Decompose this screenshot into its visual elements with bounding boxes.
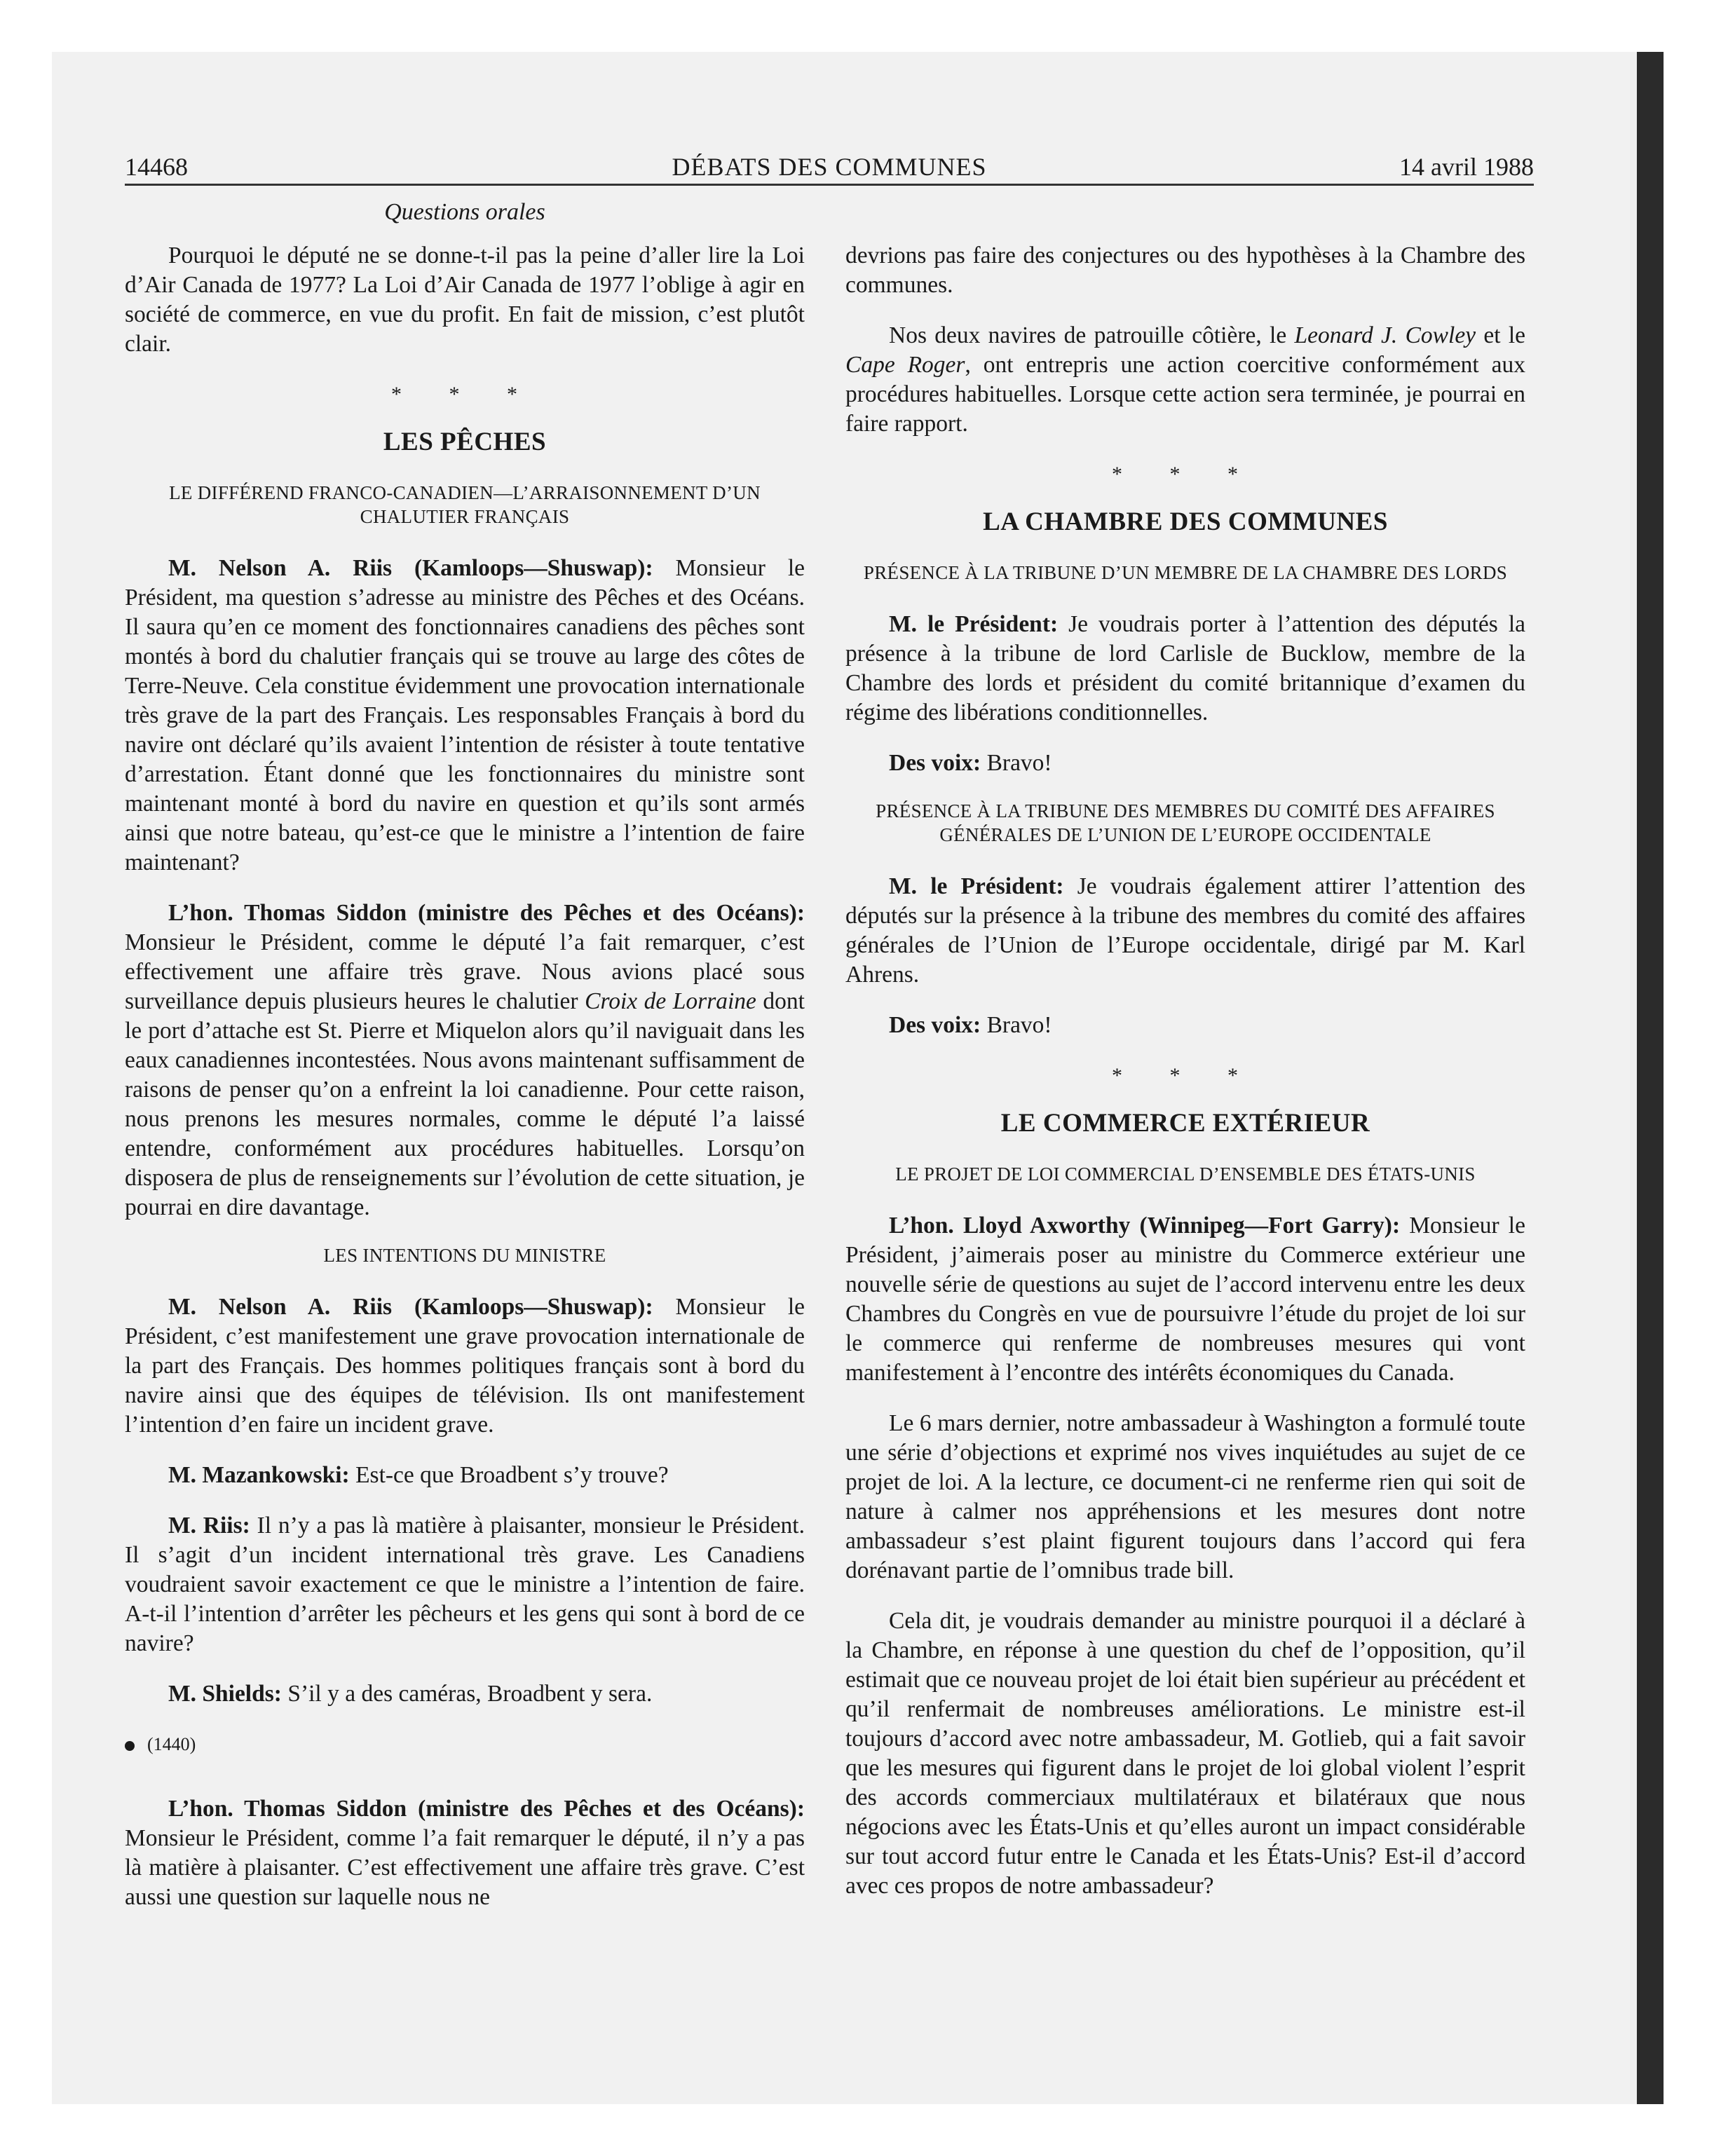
page-header [125, 149, 1534, 186]
speech-text: Bravo! [986, 1012, 1052, 1038]
paragraph: devrions pas faire des conjectures ou des hypothèses à la Chambre des communes. [845, 243, 1525, 298]
speaker-name: Des voix: [889, 750, 981, 776]
left-column [125, 241, 805, 1933]
speech [125, 554, 805, 878]
paragraph: Pourquoi le député ne se donne-t-il pas la peine d’aller lire la Loi d’Air Canada de 1977? La Loi d’Air Canada de 1977 l’oblige à agir en société de commerce, en vue du profit. En fait de mission, c’est plutôt clair. [125, 243, 805, 357]
paragraph: Cela dit, je voudrais demander au ministre pourquoi il a déclaré à la Chambre, en réponse à une question du chef de l’opposition, qu’il estimait que ce nouveau projet de loi était bien supérieur au précédent et qu’il renfermait de nombreuses améliorations. Le ministre est-il toujours d’accord avec notre ambassadeur, M. Gotlieb, qui a fait savoir que les mesures qui figurent dans le projet de loi global violent l’esprit des accords commerciaux multilatéraux et bilatéraux que nous négocions avec les États-Unis et qu’elles auront un impact considérable sur tout accord futur entre le Canada et les États-Unis? Est-il d’accord avec ces propos de notre ambassadeur? [845, 1608, 1525, 1899]
speech-text: dont le port d’attache est St. Pierre et Miquelon alors qu’il naviguait dans les eaux canadiennes incontestées. Nous avons maintenant suffisamment de raisons de penser qu’on a enfreint la loi canadienne. Pour cette raison, nous prenons les mesures normales, comme le député l’a laissé entendre, conformément aux procédures habituelles. Lorsqu’on disposera de plus de renseignements sur l’évolution de cette situation, je pourrai en dire davantage. [125, 988, 805, 1220]
speaker-name: L’hon. Thomas Siddon (ministre des Pêches et des Océans): [168, 900, 805, 926]
speech [125, 1292, 805, 1440]
time-marker-text: (1440) [147, 1734, 196, 1754]
speech [125, 1511, 805, 1658]
ship-name: Leonard J. Cowley [1294, 322, 1476, 348]
paragraph [845, 321, 1525, 439]
running-title: Questions orales [384, 199, 545, 225]
speech-text: Monsieur le Président, j’aimerais poser au ministre du Commerce extérieur une nouvelle série de questions au sujet de l’accord intervenu entre les deux Chambres du Congrès en vue de poursuivre l’étude du projet de loi sur le commerce qui renferme de nombreuses mesures qui vont manifestement à l’encontre des intérêts économiques du Canada. [845, 1213, 1525, 1386]
speaker-name: L’hon. Lloyd Axworthy (Winnipeg—Fort Garry): [889, 1213, 1401, 1239]
subsection-title: LES INTENTIONS DU MINISTRE [323, 1245, 606, 1266]
bullet-icon [125, 1741, 135, 1751]
section-title: LE COMMERCE EXTÉRIEUR [1000, 1109, 1370, 1138]
subsection-title: PRÉSENCE À LA TRIBUNE DES MEMBRES DU COMITÉ DES AFFAIRES GÉNÉRALES DE L’UNION DE L’EUROPE OCCIDENTALE [876, 800, 1495, 845]
section-title: LES PÊCHES [383, 428, 547, 456]
speech-text: Monsieur le Président, c’est manifestement une grave provocation internationale de la part des Français. Des hommes politiques français sont à bord du navire ainsi que des équipes de télévision. Ils ont manifestement l’intention d’en faire un incident grave. [125, 1294, 805, 1438]
speech-text: Monsieur le Président, comme le député l’a fait remarquer, c’est effectivement une affaire très grave. Nous avions placé sous surveillance depuis plusieurs heures le chalutier [125, 929, 805, 1014]
ship-name: Croix de Lorraine [585, 988, 756, 1014]
time-marker [125, 1730, 805, 1759]
speech [125, 1679, 805, 1709]
publication-title: DÉBATS DES COMMUNES [672, 153, 987, 181]
speaker-name: M. Mazankowski: [168, 1462, 350, 1488]
speech [845, 1211, 1525, 1388]
speech [845, 1011, 1525, 1040]
speech [845, 610, 1525, 728]
speech-text: Je voudrais également attirer l’attention des députés sur la présence à la tribune des membres du comité des affaires générales de l’Union de l’Europe occidentale, dirigé par M. Karl Ahrens. [845, 873, 1525, 988]
speech-text: Monsieur le Président, comme l’a fait remarquer le député, il n’y a pas là matière à plaisanter. C’est effectivement une affaire très grave. C’est aussi une question sur laquelle nous ne [125, 1825, 805, 1910]
subsection-title: LE DIFFÉREND FRANCO-CANADIEN—L’ARRAISONNEMENT D’UN CHALUTIER FRANÇAIS [169, 482, 761, 527]
speech [125, 1461, 805, 1490]
speaker-name: M. le Président: [889, 873, 1064, 899]
page-number: 14468 [125, 153, 188, 181]
speaker-name: M. le Président: [889, 611, 1059, 637]
speech [125, 1794, 805, 1912]
page-date: 14 avril 1988 [1399, 153, 1534, 181]
speech-text: Bravo! [986, 750, 1052, 776]
subsection-title: PRÉSENCE À LA TRIBUNE D’UN MEMBRE DE LA CHAMBRE DES LORDS [863, 562, 1508, 583]
speech-text: , ont entrepris une action coercitive conformément aux procédures habituelles. Lorsque cette action sera terminée, je pourrai en faire rapport. [845, 352, 1525, 437]
speaker-name: M. Nelson A. Riis (Kamloops—Shuswap): [168, 1294, 653, 1320]
speech-text: Monsieur le Président, ma question s’adresse au ministre des Pêches et des Océans. Il saura qu’en ce moment des fonctionnaires canadiens des pêches sont montés à bord du chalutier français qui se trouve au large des côtes de Terre-Neuve. Cela constitue évidemment une provocation internationale très grave de la part des Français. Les responsables Français à bord du navire ont déclaré qu’ils avaient l’intention de résister à toute tentative d’arrestation. Étant donné que les fonctionnaires du ministre sont maintenant monté à bord du navire en question et qu’ils sont armés ainsi que notre bateau, qu’est-ce que le ministre a l’intention de faire maintenant? [125, 555, 805, 875]
speech-text: Est-ce que Broadbent s’y trouve? [355, 1462, 669, 1488]
speaker-name: M. Riis: [168, 1513, 250, 1538]
speech-text: Nos deux navires de patrouille côtière, le [889, 322, 1295, 348]
right-column [845, 241, 1525, 1922]
speech [125, 899, 805, 1222]
speaker-name: M. Shields: [168, 1681, 282, 1707]
speech-text: Je voudrais porter à l’attention des députés la présence à la tribune de lord Carlisle de Bucklow, membre de la Chambre des lords et président du comité britannique d’examen du régime des libérations conditionnelles. [845, 611, 1525, 725]
section-title: LA CHAMBRE DES COMMUNES [983, 507, 1388, 536]
ship-name: Cape Roger [845, 352, 965, 378]
scan-edge-bar [1637, 52, 1663, 2104]
paragraph: Le 6 mars dernier, notre ambassadeur à Washington a formulé toute une série d’objections et exprimé nos vives inquiétudes au sujet de ce projet de loi. A la lecture, ce document-ci ne renferme rien qui soit de nature à calmer nos appréhensions et les mesures dont notre ambassadeur s’est plaint figurent toujours dans l’accord qui fera dorénavant partie de l’omnibus trade bill. [845, 1410, 1525, 1583]
section-separator: * * * [1112, 1064, 1259, 1087]
speech [845, 872, 1525, 990]
section-separator: * * * [391, 383, 538, 406]
speech [845, 749, 1525, 778]
subsection-title: LE PROJET DE LOI COMMERCIAL D’ENSEMBLE DES ÉTATS-UNIS [895, 1164, 1476, 1185]
speaker-name: L’hon. Thomas Siddon (ministre des Pêches et des Océans): [168, 1796, 805, 1822]
speech-text: et le [1476, 322, 1525, 348]
speech-text: S’il y a des caméras, Broadbent y sera. [287, 1681, 653, 1707]
speaker-name: M. Nelson A. Riis (Kamloops—Shuswap): [168, 555, 653, 581]
section-separator: * * * [1112, 463, 1259, 486]
speaker-name: Des voix: [889, 1012, 981, 1038]
speech-text: Il n’y a pas là matière à plaisanter, monsieur le Président. Il s’agit d’un incident international très grave. Les Canadiens voudraient savoir exactement ce que le ministre a l’intention de faire. A-t-il l’intention d’arrêter les pêcheurs et les gens qui sont à bord de ce navire? [125, 1513, 805, 1656]
